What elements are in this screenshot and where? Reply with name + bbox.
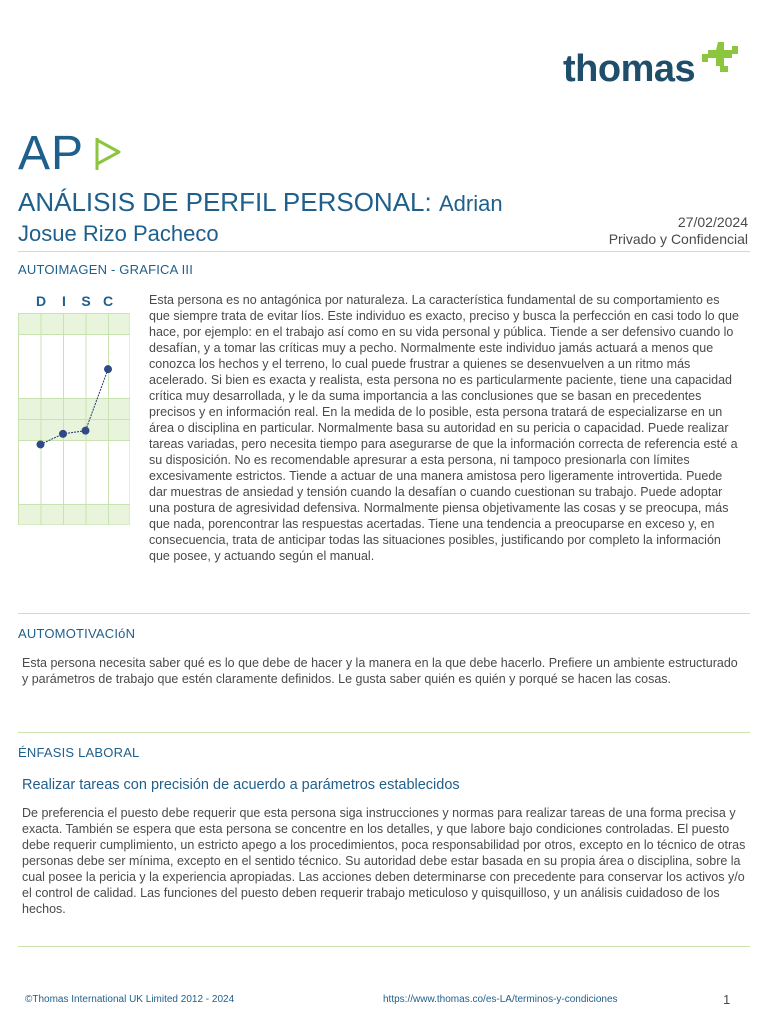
footer-copyright: ©Thomas International UK Limited 2012 - 2024 — [25, 994, 235, 1005]
enfasis-body — [22, 805, 750, 917]
disc-point-i — [59, 430, 67, 438]
flag-icon — [93, 136, 125, 172]
report-title: ANÁLISIS DE PERFIL PERSONAL: — [18, 187, 432, 217]
disc-label-c: C — [102, 293, 114, 309]
band-bottom — [18, 504, 130, 525]
confidential-label: Privado y Confidencial — [608, 231, 748, 247]
automotivacion-body — [22, 655, 744, 687]
enfasis-text: De preferencia el puesto debe requerir que esta persona siga instrucciones y normas para realizar tareas de una forma precisa y exacta. También se espera que esta persona se concentre en los detalles, y que labore bajo condiciones controladas. El puesto debe requerir cumplimiento, un estricto apego a los procedimientos, poca responsabilidad por otros, excepto en lo técnico de otras personas debe ser mínima, excepto en el sentido técnico. Su autoridad debe estar basada en su propia área o disciplina, sobre la cual posee la pericia y la experiencia apropiadas. Las acciones deben determinarse con precedente para conservar los activos y/o el control de calidad. Las funciones del puesto deben requerir trabajo meticuloso y quisquilloso, y un análisis cuidadoso de los hechos. — [22, 806, 746, 916]
disc-point-c — [104, 365, 112, 373]
disc-point-s — [82, 427, 90, 435]
thomas-logo: thomas — [563, 48, 696, 90]
section-heading-enfasis: ÉNFASIS LABORAL — [18, 745, 140, 760]
divider — [18, 613, 750, 614]
candidate-name-rest: Josue Rizo Pacheco — [18, 221, 219, 246]
product-logo: AP — [18, 127, 85, 180]
divider — [18, 732, 750, 733]
grid-lines — [18, 313, 130, 525]
terms-link[interactable]: https://www.thomas.co/es-LA/terminos-y-condiciones — [383, 994, 618, 1005]
section-heading-autoimagen: AUTOIMAGEN - GRAFICA III — [18, 262, 194, 277]
divider — [18, 251, 750, 252]
disc-label-s: S — [81, 293, 91, 309]
report-date: 27/02/2024 — [677, 214, 748, 230]
puzzle-piece-icon — [700, 40, 740, 80]
disc-label-i: I — [62, 293, 66, 309]
divider — [18, 946, 750, 947]
disc-label-d: D — [35, 293, 47, 309]
disc-graph — [18, 313, 130, 525]
page-title — [18, 188, 503, 218]
enfasis-subheading: Realizar tareas con precisión de acuerdo a parámetros establecidos — [22, 777, 460, 793]
disc-labels — [30, 293, 130, 313]
page-number: 1 — [723, 992, 731, 1007]
band-top — [18, 313, 130, 334]
autoimagen-text: Esta persona es no antagónica por naturaleza. La característica fundamental de su comportamiento es que siempre trata de evitar líos. Este individuo es exacto, preciso y busca la perfección en casi todo lo que hace, por ejemplo: en el trabajo así como en su vida personal y pública. Tiende a ser defensivo cuando lo desafían, y a tomar las críticas muy a pecho. Normalmente este individuo jamás actuará a menos que conozca los hechos y el terreno, lo cual puede frustrar a quienes se desenvuelven a un ritmo más acelerado. Si bien es exacta y realista, esta persona no es particularmente paciente, tiene una capacidad crítica muy desarrollada, y le da suma importancia a las conclusiones que se basan en precedentes precisos y en información real. En la medida de lo posible, esta persona tratará de especializarse en un área o disciplina en particular. Normalmente basa su autoridad en su pericia o capacidad. Puede realizar tareas variadas, pero necesita tiempo para asegurarse de que la información correcta de referencia esté a su disposición. No es recomendable apresurar a esta persona, ni tampoco presionarla con límites excesivamente estrictos. Tiende a actuar de una manera amistosa pero ligeramente introvertida. Puede dar muestras de ansiedad y tensión cuando la desafían o cuando cuestionan su trabajo. Puede adoptar una postura de agresividad defensiva. Normalmente piensa objetivamente las cosas y se preocupa, más que nada, porencontrar las respuestas acertadas. Tiene una tendencia a preocuparse en exceso y, en consecuencia, trata de anticipar todas las situaciones posibles, justificando por completo la información que posee, y actuando según el manual. — [149, 293, 739, 563]
autoimagen-body — [149, 292, 739, 564]
disc-point-d — [37, 440, 45, 448]
section-heading-automotivacion: AUTOMOTIVACIóN — [18, 626, 136, 641]
automotivacion-text: Esta persona necesita saber qué es lo que debe de hacer y la manera en la que debe hacerlo. Prefiere un ambiente estructurado y parámetros de trabajo que estén claramente definidos. Le gusta saber quién es quién y porqué se hacen las cosas. — [22, 656, 738, 686]
candidate-name-first: Adrian — [438, 191, 503, 216]
